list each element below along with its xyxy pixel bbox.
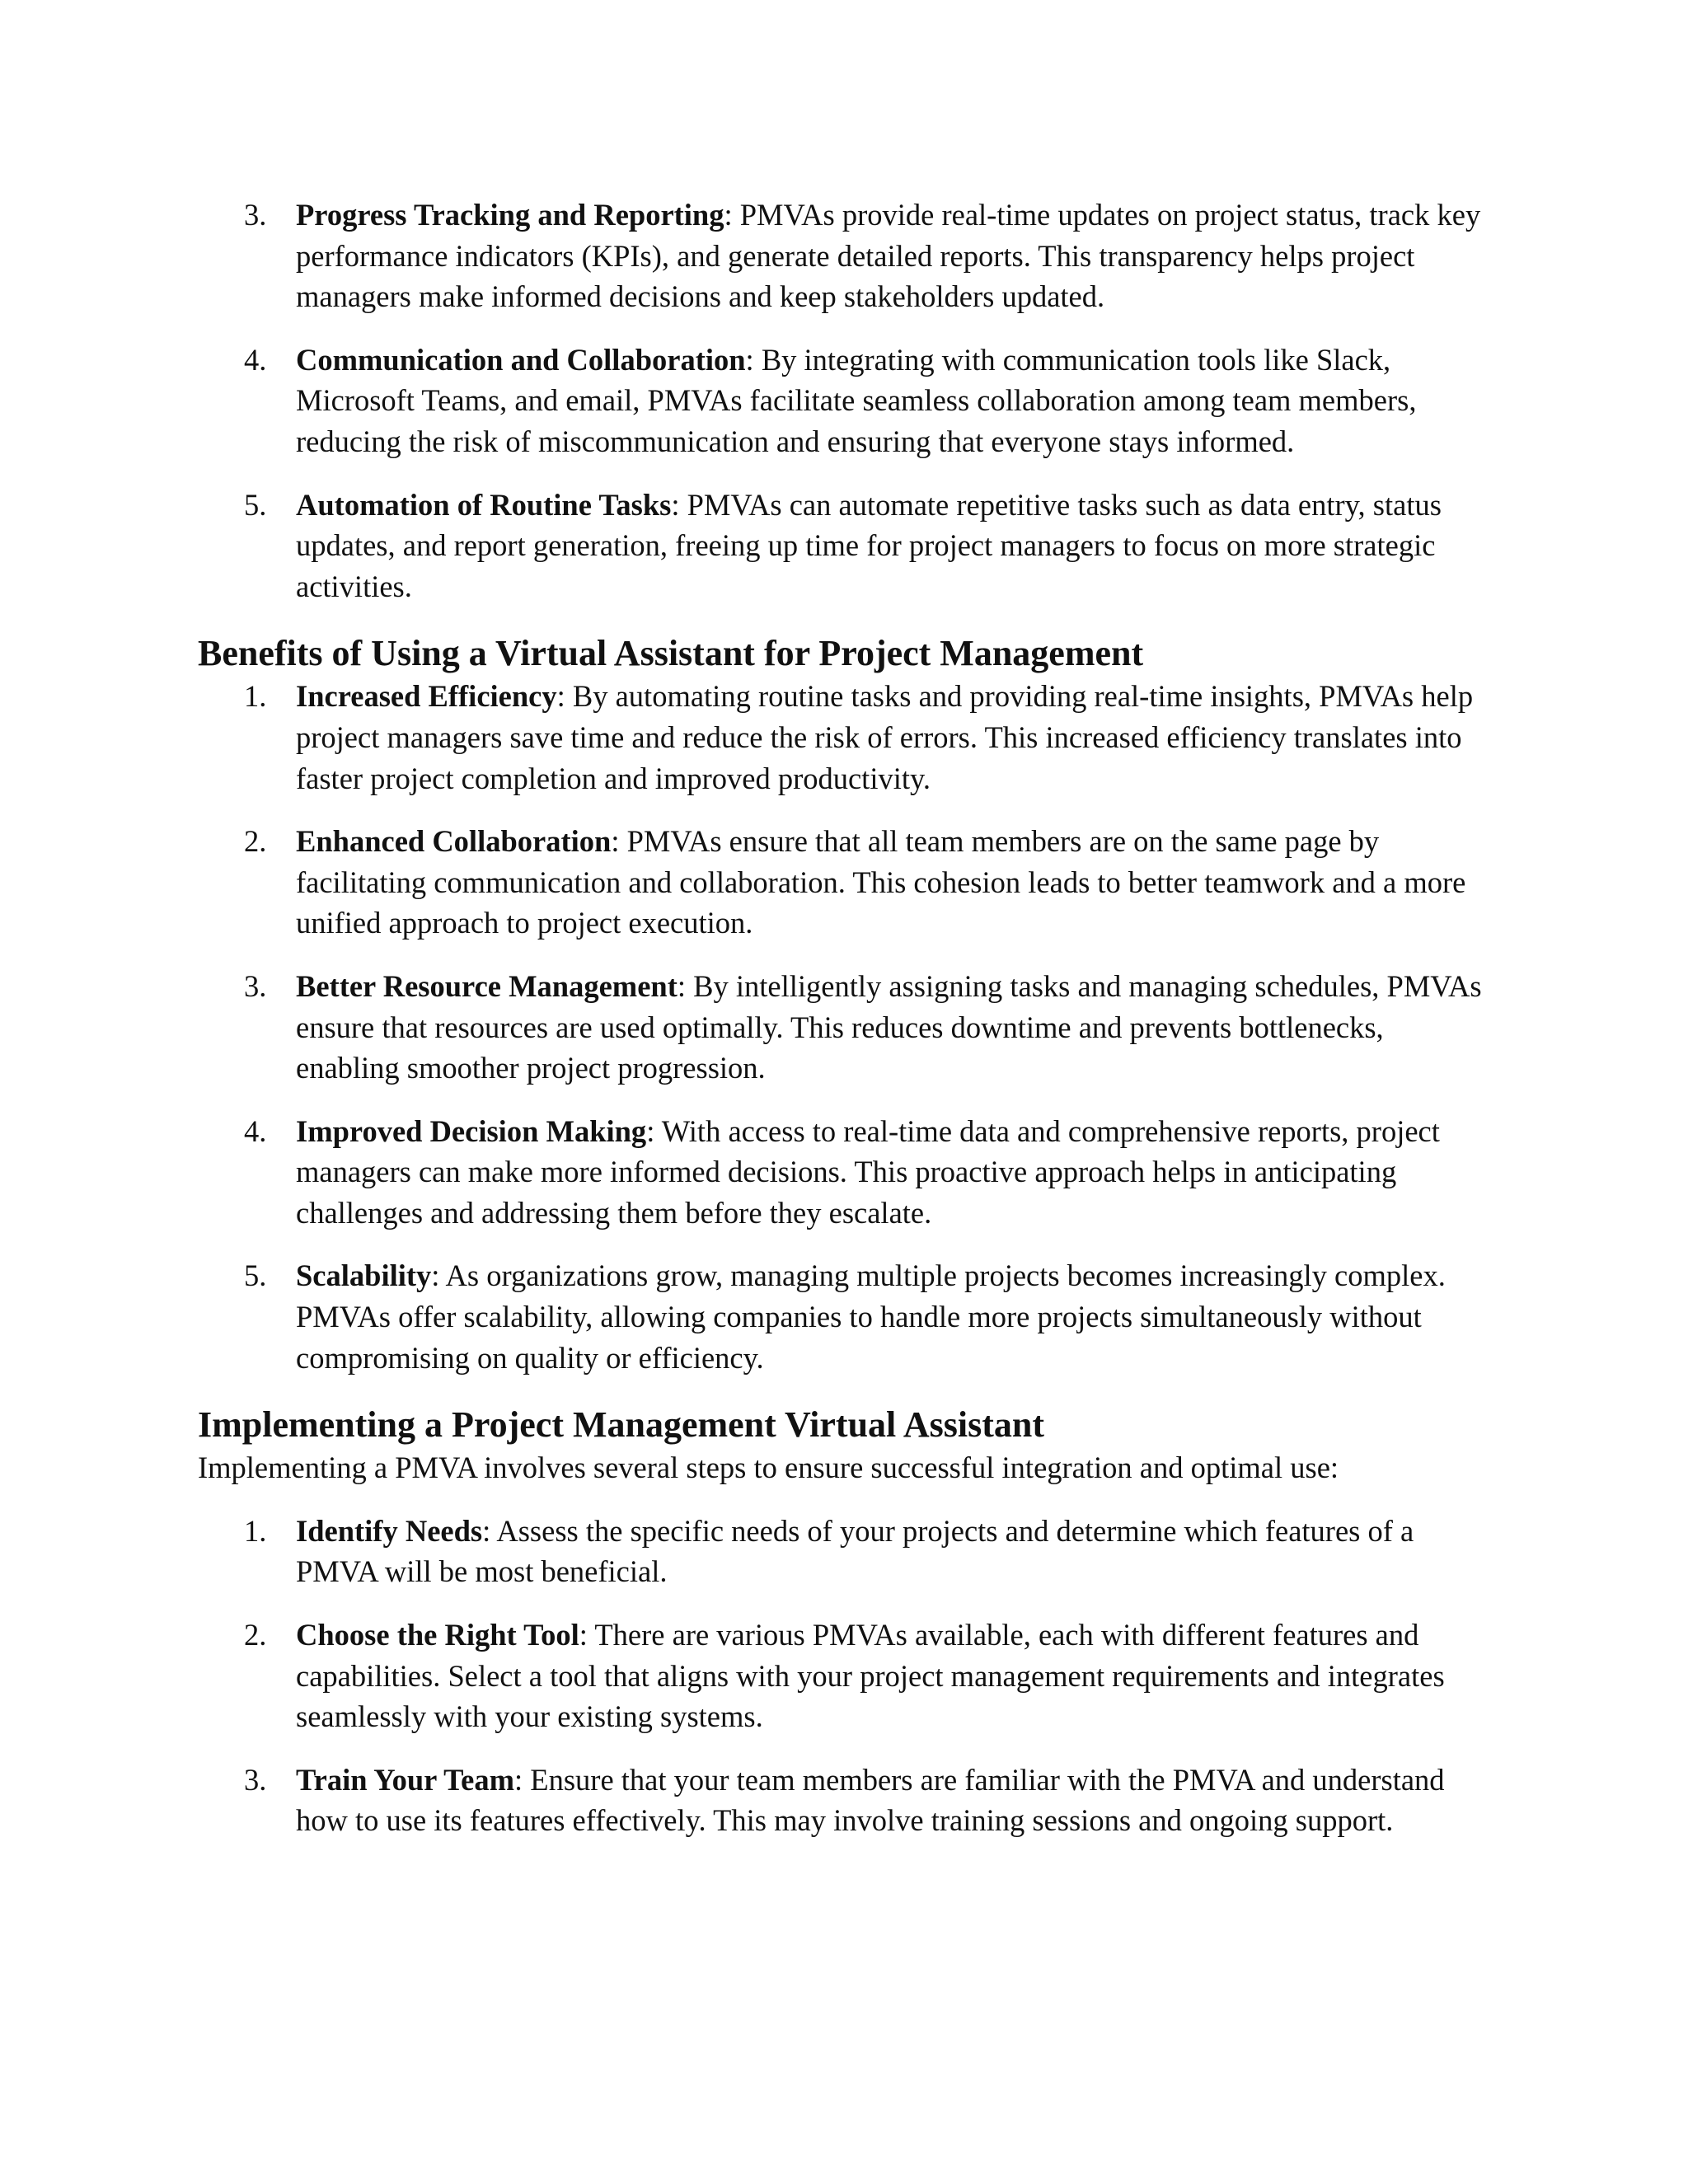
item-number: 1. [244,1513,267,1548]
item-number: 1. [244,679,267,714]
item-text: : Ensure that your team members are familiar with the PMVA and understand how to use its features effectively. This may involve training sessions and ongoing support. [296,1762,1445,1838]
list-item [198,485,1484,607]
item-text: : PMVAs provide real-time updates on project status, track key performance indicators (KPIs), and generate detailed reports. This transparency helps project managers make informed decisions and keep stakeholders updated. [296,198,1481,314]
item-title: Automation of Routine Tasks [296,487,672,522]
item-number: 3. [244,1762,267,1797]
item-title: Identify Needs [296,1513,483,1548]
list-item [198,1760,1484,1841]
item-number: 2. [244,824,267,859]
item-title: Increased Efficiency [296,679,557,714]
item-number: 5. [244,1258,267,1293]
implementing-intro: Implementing a PMVA involves several steps to ensure successful integration and optimal use: [198,1451,1339,1485]
benefits-heading: Benefits of Using a Virtual Assistant for Project Management [198,633,1144,674]
page-content [198,194,1484,1841]
item-number: 4. [244,1113,267,1148]
item-number: 3. [244,968,267,1003]
list-item [198,1511,1484,1592]
list-item [198,676,1484,799]
item-text: : By integrating with communication tools like Slack, Microsoft Teams, and email, PMVAs facilitate seamless collaboration among team members, reducing the risk of miscommunication and ensuring that everyone stays informed. [296,342,1417,458]
list-item [198,1255,1484,1378]
item-title: Communication and Collaboration [296,342,746,377]
benefits-list [198,676,1484,1378]
item-title: Improved Decision Making [296,1113,647,1148]
item-number: 5. [244,487,267,522]
list-item [198,194,1484,317]
item-title: Choose the Right Tool [296,1618,579,1652]
item-text: : As organizations grow, managing multiple projects becomes increasingly complex. PMVAs offer scalability, allowing companies to handle more projects simultaneously without compromising on quality or efficiency. [296,1258,1446,1375]
item-text: : With access to real-time data and comprehensive reports, project managers can make more informed decisions. This proactive approach helps in anticipating challenges and addressing them before they escalate. [296,1113,1440,1230]
item-title: Progress Tracking and Reporting [296,198,724,232]
item-text: : By intelligently assigning tasks and managing schedules, PMVAs ensure that resources are used optimally. This reduces downtime and prevents bottlenecks, enabling smoother project progression. [296,968,1482,1085]
list-item [198,1111,1484,1234]
item-text: : By automating routine tasks and providing real-time insights, PMVAs help project managers save time and reduce the risk of errors. This increased efficiency translates into faster project completion and improved productivity. [296,679,1474,795]
implementing-heading: Implementing a Project Management Virtual Assistant [198,1404,1044,1446]
features-list-continued [198,194,1484,607]
list-item [198,966,1484,1089]
item-title: Scalability [296,1258,432,1293]
list-item [198,821,1484,944]
item-title: Enhanced Collaboration [296,824,612,859]
item-text: : There are various PMVAs available, each with different features and capabilities. Select a tool that aligns with your project management requirements and integrates seamlessly with your existing systems. [296,1618,1445,1734]
item-text: : Assess the specific needs of your projects and determine which features of a PMVA will be most beneficial. [296,1513,1414,1589]
item-title: Train Your Team [296,1762,515,1797]
item-number: 3. [244,198,267,232]
list-item [198,1615,1484,1737]
item-text: : PMVAs ensure that all team members are on the same page by facilitating communication and collaboration. This cohesion leads to better teamwork and a more unified approach to project execution. [296,824,1466,940]
item-text: : PMVAs can automate repetitive tasks such as data entry, status updates, and report generation, freeing up time for project managers to focus on more strategic activities. [296,487,1442,603]
item-number: 2. [244,1618,267,1652]
implementing-list [198,1511,1484,1841]
item-number: 4. [244,342,267,377]
item-title: Better Resource Management [296,968,678,1003]
list-item [198,340,1484,462]
